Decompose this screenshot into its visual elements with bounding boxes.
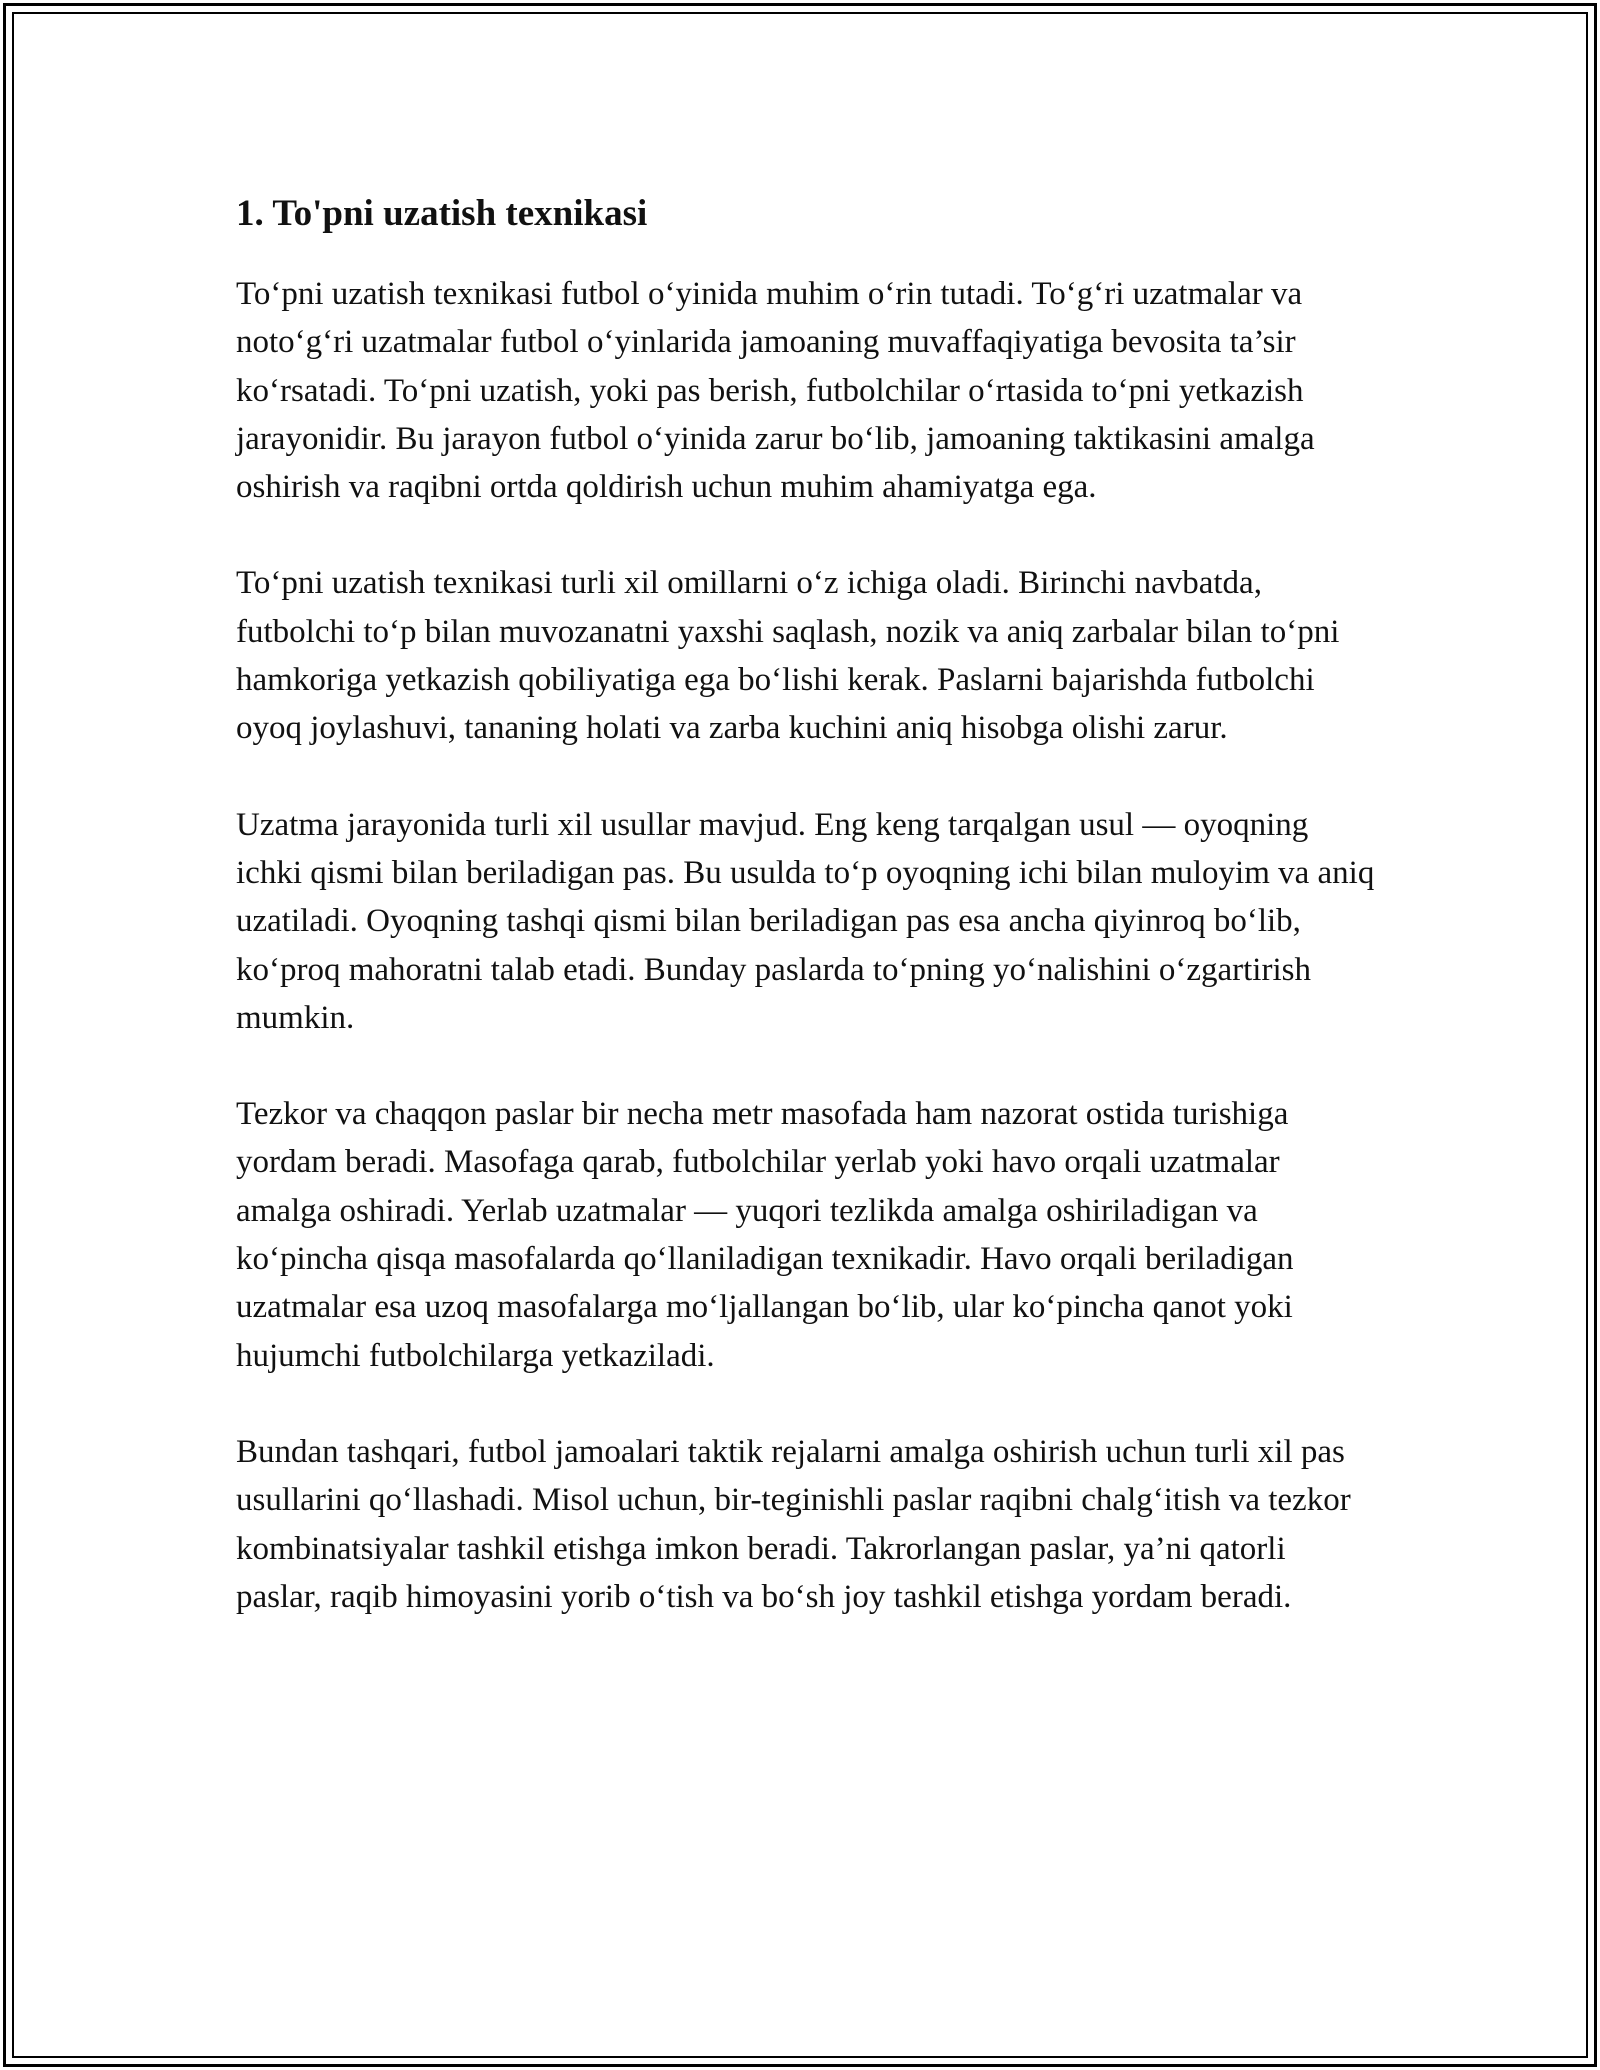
paragraph-5: Bundan tashqari, futbol jamoalari taktik rejalarni amalga oshirish uchun turli xil pas usullarini qo‘llashadi. Misol uchun, bir-teginishli paslar raqibni chalg‘itish va tezkor kombinatsiyalar tashkil etishga imkon beradi. Takrorlangan paslar, ya’ni qatorli paslar, raqib himoyasini yorib o‘tish va bo‘sh joy tashkil etishga yordam beradi.	[236, 1433, 1351, 1615]
paragraph-1: To‘pni uzatish texnikasi futbol o‘yinida muhim o‘rin tutadi. To‘g‘ri uzatmalar va noto‘g‘ri uzatmalar futbol o‘yinlarida jamoaning muvaffaqiyatiga bevosita ta’sir ko‘rsatadi. To‘pni uzatish, yoki pas berish, futbolchilar o‘rtasida to‘pni yetkazish jarayonidir. Bu jarayon futbol o‘yinida zarur bo‘lib, jamoaning taktikasini amalga oshirish va raqibni ortda qoldirish uchun muhim ahamiyatga ega.	[236, 276, 1315, 506]
section-heading: 1. To'pni uzatish texnikasi	[236, 193, 648, 234]
paragraph-2: To‘pni uzatish texnikasi turli xil omillarni o‘z ichiga oladi. Birinchi navbatda, futbolchi to‘p bilan muvozanatni yaxshi saqlash, nozik va aniq zarbalar bilan to‘pni hamkoriga yetkazish qobiliyatiga ega bo‘lishi kerak. Paslarni bajarishda futbolchi oyoq joylashuvi, tananing holati va zarba kuchini aniq hisobga olishi zarur.	[236, 565, 1340, 747]
paragraph-3: Uzatma jarayonida turli xil usullar mavjud. Eng keng tarqalgan usul — oyoqning ichki qismi bilan beriladigan pas. Bu usulda to‘p oyoqning ichi bilan muloyim va aniq uzatiladi. Oyoqning tashqi qismi bilan beriladigan pas esa ancha qiyinroq bo‘lib, ko‘proq mahoratni talab etadi. Bunday paslarda to‘pning yo‘nalishini o‘zgartirish mumkin.	[236, 806, 1375, 1036]
paragraph-4: Tezkor va chaqqon paslar bir necha metr masofada ham nazorat ostida turishiga yordam beradi. Masofaga qarab, futbolchilar yerlab yoki havo orqali uzatmalar amalga oshiradi. Yerlab uzatmalar — yuqori tezlikda amalga oshiriladigan va ko‘pincha qisqa masofalarda qo‘llaniladigan texnikadir. Havo orqali beriladigan uzatmalar esa uzoq masofalarga mo‘ljallangan bo‘lib, ular ko‘pincha qanot yoki hujumchi futbolchilarga yetkaziladi.	[236, 1096, 1294, 1374]
document-body	[236, 190, 1376, 1669]
